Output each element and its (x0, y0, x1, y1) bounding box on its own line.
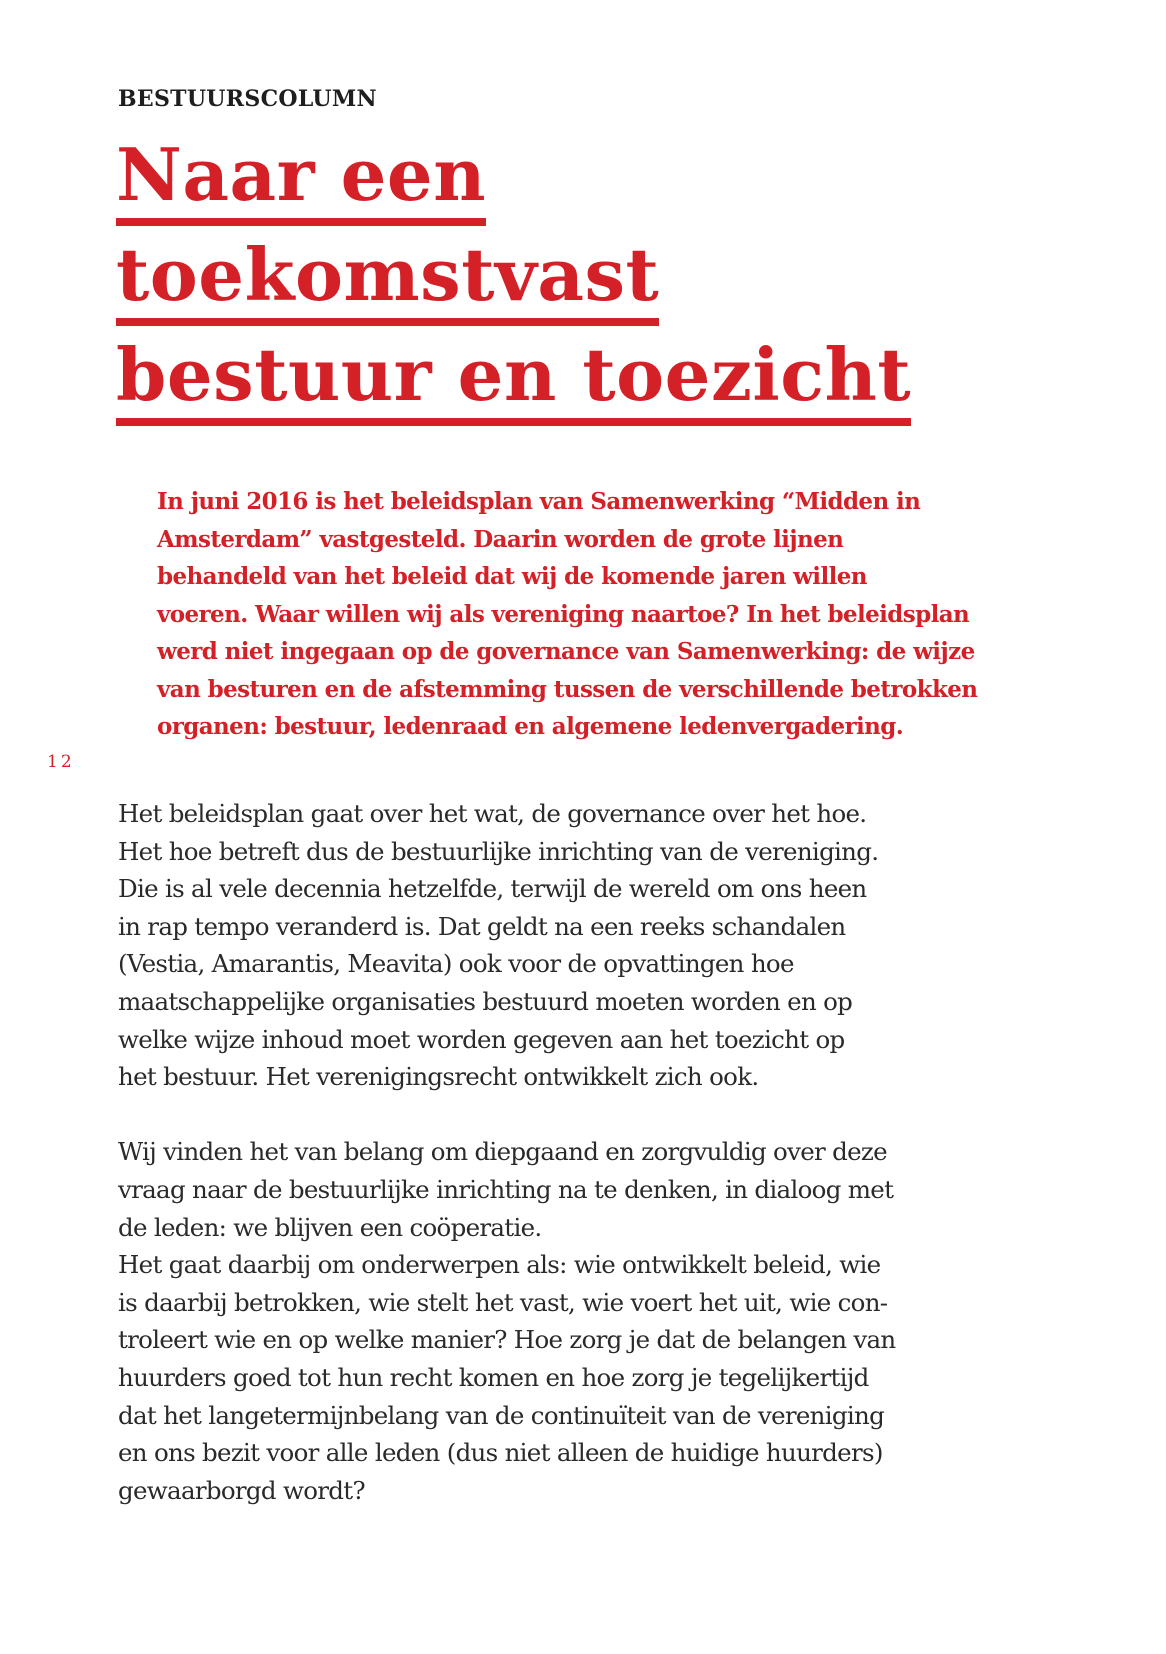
intro-line: van besturen en de afstemming tussen de verschillende betrokken (157, 675, 978, 703)
article-title (116, 134, 911, 434)
body-line: de leden: we blijven een coöperatie. (118, 1212, 542, 1242)
body-line: Het beleidsplan gaat over het wat, de governance over het hoe. (118, 799, 867, 828)
paragraph (118, 1133, 958, 1246)
body-line: gewaarborgd wordt? (118, 1475, 365, 1505)
body-line: vraag naar de bestuurlijke inrichting na te denken, in dialoog met (118, 1174, 894, 1204)
body-line: en ons bezit voor alle leden (dus niet alleen de huidige huurders) (118, 1438, 883, 1468)
intro-line: Amsterdam” vastgesteld. Daarin worden de grote lijnen (157, 525, 844, 553)
title-line: bestuur en toezicht (116, 334, 911, 426)
intro-line: voeren. Waar willen wij als vereniging naartoe? In het beleidsplan (157, 600, 970, 628)
article-body (118, 795, 958, 1509)
paragraph (118, 1246, 958, 1509)
body-line: maatschappelijke organisaties bestuurd moeten worden en op (118, 986, 853, 1016)
body-line: welke wijze inhoud moet worden gegeven aan het toezicht op (118, 1024, 845, 1054)
intro-line: In juni 2016 is het beleidsplan van Samenwerking “Midden in (157, 488, 921, 515)
title-line: Naar een (116, 134, 486, 226)
body-line: Wij vinden het van belang om diepgaand en zorgvuldig over deze (118, 1137, 887, 1167)
body-line: het bestuur. Het verenigingsrecht ontwikkelt zich ook. (118, 1062, 759, 1092)
paragraph (118, 795, 958, 1096)
body-line: Die is al vele decennia hetzelfde, terwijl de wereld om ons heen (118, 874, 867, 904)
intro-line: behandeld van het beleid dat wij de komende jaren willen (157, 563, 867, 590)
body-line: huurders goed tot hun recht komen en hoe zorg je tegelijkertijd (118, 1362, 869, 1392)
paragraph-gap (118, 1096, 958, 1134)
intro-line: werd niet ingegaan op de governance van Samenwerking: de wijze (157, 638, 975, 665)
section-label: BESTUURSCOLUMN (118, 86, 377, 112)
title-line: toekomstvast (116, 234, 659, 326)
body-line: Het hoe betreft dus de bestuurlijke inrichting van de vereniging. (118, 836, 879, 866)
body-line: (Vestia, Amarantis, Meavita) ook voor de opvattingen hoe (118, 949, 794, 979)
page-number: 12 (47, 752, 75, 772)
body-line: dat het langetermijnbelang van de continuïteit van de vereniging (118, 1400, 885, 1430)
body-line: in rap tempo veranderd is. Dat geldt na een reeks schandalen (118, 911, 846, 941)
intro-line: organen: bestuur, ledenraad en algemene ledenvergadering. (157, 713, 904, 740)
body-line: Het gaat daarbij om onderwerpen als: wie ontwikkelt beleid, wie (118, 1250, 881, 1280)
intro-lead (157, 483, 987, 746)
body-line: is daarbij betrokken, wie stelt het vast, wie voert het uit, wie con- (118, 1287, 888, 1317)
body-line: troleert wie en op welke manier? Hoe zorg je dat de belangen van (118, 1325, 896, 1355)
